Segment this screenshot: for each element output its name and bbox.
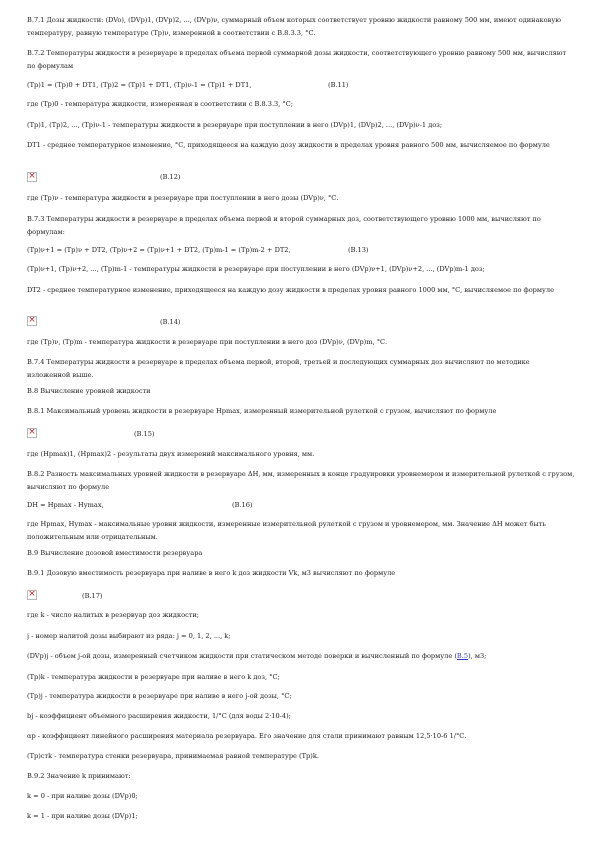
paragraph-b7-3: В.7.3 Температуры жидкости в резервуаре в пределах объема первой и второй суммарных доз, соответствующего уровню 1000 мм, вычисляют по формулам: — [27, 215, 541, 236]
definition-hpmax-hymax: где Нрmах, Нуmах - максимальные уровни жидкости, измеренные измерительной рулеткой с грузом и уровнемером, мм. Значение ΔН может быть положительным или отрицательным. — [27, 520, 546, 541]
paragraph-b7-4: В.7.4 Температуры жидкости в резервуаре в пределах объема первой, второй, третьей и последующих суммарных доз вычисляют по методике изложенной выше. — [27, 358, 530, 379]
paragraph-b7-1: В.7.1 Дозы жидкости: (DVo), (DVp)1, (DVp)2, ..., (DVp)ν, суммарный объем которых соответствует уровню жидкости равному 500 мм, имеют одинаковую температуру, равную температуре (Тр)ν, измеренной в соответствии с В.8.3.3, °С. — [27, 16, 561, 37]
definition-dt2: DТ2 - среднее температурное изменение, приходящееся на каждую дозу жидкости в пределах уровня равного 1000 мм, °С, вычисляемое по формуле — [27, 286, 555, 294]
equation-b16-formula: DН = Нрmах - Нуmах, — [27, 501, 104, 509]
equation-b12-number: (В.12) — [160, 173, 181, 181]
equation-b13-number: (В.13) — [348, 246, 369, 254]
equation-b13-formula: (Тр)ν+1 = (Тр)ν + DТ2, (Тр)ν+2 = (Тр)ν+1 + DТ2, (Тр)m-1 = (Тр)m-2 + DТ2, — [27, 246, 291, 254]
list-item-k1: k = 1 - при наливе дозы (DVp)1; — [27, 812, 138, 820]
definition-dt1: DТ1 - среднее температурное изменение, °С, приходящееся на каждую дозу жидкости в пределах уровня равного 500 мм, вычисляемое по формуле — [27, 141, 550, 149]
equation-b11-formula: (Тр)1 = (Тр)0 + DТ1, (Тр)2 = (Тр)1 + DТ1, (Тр)ν-1 = (Тр)1 + DТ1, — [27, 81, 252, 89]
definition-tpk: (Тр)k - температура жидкости в резервуаре при наливе в него k доз, °С; — [27, 673, 280, 681]
equation-b16-number: (В.16) — [232, 501, 253, 509]
definition-tpv-tpm: где (Тр)ν, (Тр)m - температура жидкости в резервуаре при поступлении в него доз (DVp)ν, (DVp)m, °С. — [27, 338, 388, 346]
paragraph-b7-2: В.7.2 Температуры жидкости в резервуаре в пределах объема первой суммарной дозы жидкости, соответствующего уровню равному 500 мм, вычисляют по формулам — [27, 49, 567, 70]
definition-dvpj-text: (DVp)j - объем j-ой дозы, измеренный счетчиком жидкости при статическом методе поверки и вычисленный по формуле ( — [27, 652, 457, 660]
formula-b5-link[interactable]: В.5 — [456, 652, 469, 660]
equation-b14-number: (В.14) — [160, 318, 181, 326]
definition-tpstk: (Тр)стk - температура стенки резервуара, принимаемая равной температуре (Тр)k. — [27, 752, 319, 760]
definition-tpv1-tpm1: (Тр)ν+1, (Тр)ν+2, ..., (Тр)m-1 - температуры жидкости в резервуаре при поступлении в него (DVp)ν+1, (DVp)ν+2, ..., (DVp)m-1 доз; — [27, 265, 485, 273]
list-item-k0: k = 0 - при наливе дозы (DVp)0; — [27, 792, 138, 800]
paragraph-b9-1: В.9.1 Дозовую вместимость резервуара при наливе в него k доз жидкости Vk, м3 вычисляют по формуле — [27, 569, 396, 577]
broken-image-icon — [27, 172, 37, 182]
definition-alpha-p: αр - коэффициент линейного расширения материала резервуара. Его значение для стали принимают равным 12,5·10-6 1/°С. — [27, 732, 467, 740]
definition-tpj: (Тр)j - температура жидкости в резервуаре при наливе в него j-ой дозы, °С; — [27, 692, 292, 700]
broken-image-icon — [27, 428, 37, 438]
paragraph-b8-2: В.8.2 Разность максимальных уровней жидкости в резервуаре ΔН, мм, измеренных в конце градуировки уровнемером и измерительной рулеткой с грузом, вычисляют по формуле — [27, 470, 575, 491]
definition-k: где k - число налитых в резервуар доз жидкости; — [27, 611, 200, 619]
definition-bj: bj - коэффициент объемного расширения жидкости, 1/°С (для воды 2·10-4); — [27, 712, 291, 720]
definition-tpv: где (Тр)ν - температура жидкости в резервуаре при поступлении в него дозы (DVp)ν, °С. — [27, 194, 339, 202]
definition-hpmax: где (Нрmах)1, (Нрmах)2 - результаты двух измерений максимального уровня, мм. — [27, 450, 315, 458]
paragraph-b9-2: В.9.2 Значение k принимают: — [27, 772, 131, 780]
paragraph-b8-1: В.8.1 Максимальный уровень жидкости в резервуаре Нрmах, измеренный измерительной рулеткой с грузом, вычисляют по формуле — [27, 407, 497, 415]
equation-b15-number: (В.15) — [134, 430, 155, 438]
definition-dvpj — [27, 650, 575, 663]
broken-image-icon — [27, 590, 37, 600]
definition-j: j - номер налитой дозы выбирают из ряда: j = 0, 1, 2, ..., k; — [27, 632, 231, 640]
broken-image-icon — [27, 316, 37, 326]
equation-b11-number: (В.11) — [328, 81, 349, 89]
heading-b9: В.9 Вычисление дозовой вместимости резервуара — [27, 549, 203, 557]
heading-b8: В.8 Вычисление уровней жидкости — [27, 387, 151, 395]
definition-tp0: где (Тр)0 - температура жидкости, измеренная в соответствии с В.8.3.3, °С; — [27, 100, 294, 108]
definition-dvpj-unit: ), м3; — [468, 652, 487, 660]
definition-tp1-tpv: (Тр)1, (Тр)2, ..., (Тр)ν-1 - температуры жидкости в резервуаре при поступлении в него (DVp)1, (DVp)2, ..., (DVp)ν-1 доз; — [27, 121, 443, 129]
equation-b17-number: (В.17) — [82, 592, 103, 600]
